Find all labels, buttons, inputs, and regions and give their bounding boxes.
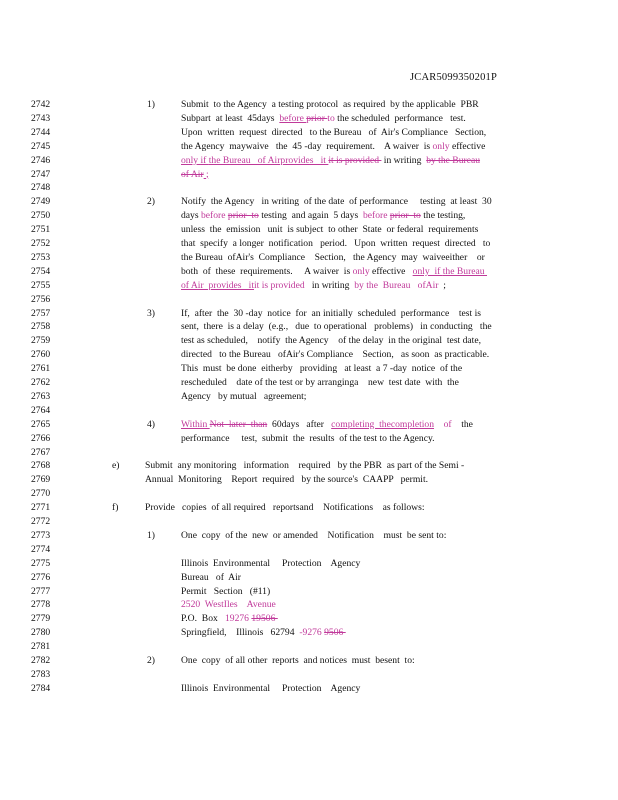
deleted-text: of Air xyxy=(181,168,204,180)
text-run: the scheduled performance test. xyxy=(334,112,466,124)
inserted-text: ; xyxy=(203,168,209,180)
line-text xyxy=(181,168,209,182)
line-number: 2754 xyxy=(31,265,51,277)
deleted-text: prior xyxy=(306,112,328,124)
line-text xyxy=(181,362,462,376)
line-number: 2756 xyxy=(31,293,51,305)
line-text xyxy=(181,348,489,362)
revised-text: only xyxy=(352,265,370,277)
line-text xyxy=(181,251,485,265)
line-text xyxy=(181,376,459,390)
revised-text: it is provided xyxy=(254,279,305,291)
item-marker: 2) xyxy=(147,196,155,208)
line-text xyxy=(181,557,360,571)
document-line xyxy=(0,320,618,334)
deleted-text: prior to xyxy=(389,210,421,222)
deleted-text: it is provided xyxy=(328,154,382,166)
revised-text: of xyxy=(443,418,452,430)
item-marker: e) xyxy=(112,460,120,472)
line-text xyxy=(181,154,480,168)
document-line xyxy=(0,404,618,418)
line-number: 2780 xyxy=(31,627,51,639)
line-text xyxy=(181,140,485,154)
line-number: 2748 xyxy=(31,182,51,194)
document-line xyxy=(0,251,618,265)
text-run: Illinois Environmental Protection Agency xyxy=(181,557,361,569)
revised-text: by the Bureau ofAir xyxy=(354,279,439,291)
line-number: 2744 xyxy=(31,126,51,138)
inserted-text: completing thecompletion xyxy=(331,418,435,430)
text-run xyxy=(434,419,444,430)
line-text xyxy=(181,432,435,446)
revised-text: to xyxy=(327,112,335,124)
line-number: 2757 xyxy=(31,307,51,319)
document-line xyxy=(0,307,618,321)
document-line xyxy=(0,154,618,168)
text-run: P.O. Box xyxy=(181,613,225,625)
text-run: Bureau of Air xyxy=(181,571,241,583)
revised-text: before xyxy=(200,210,228,222)
inserted-text: only xyxy=(181,154,201,166)
text-run: Subpart at least 45days xyxy=(181,112,280,124)
inserted-text: if xyxy=(200,154,209,166)
item-marker: 1) xyxy=(147,529,155,541)
line-number: 2749 xyxy=(31,196,51,208)
inserted-text: the Bureau xyxy=(442,265,487,277)
line-text xyxy=(181,195,492,209)
text-run: Submit to the Agency a testing protocol as required by the applicable PBR xyxy=(181,99,479,110)
text-run: in writing xyxy=(304,279,355,291)
document-line xyxy=(0,585,618,599)
line-text xyxy=(181,682,360,696)
line-number: 2763 xyxy=(31,390,51,402)
line-text xyxy=(181,598,276,612)
inserted-text: of Air provides it xyxy=(181,279,255,291)
document-id-header: JCAR5099350201P xyxy=(410,72,498,83)
text-run: If, after the 30 -day notice for an initially scheduled performance test is xyxy=(181,307,481,319)
text-run: Agency by mutual agreement; xyxy=(181,390,307,402)
document-line xyxy=(0,376,618,390)
line-number: 2774 xyxy=(31,543,51,555)
document-line xyxy=(0,543,618,557)
document-line xyxy=(0,181,618,195)
line-number: 2760 xyxy=(31,349,51,361)
document-line xyxy=(0,501,618,515)
line-text xyxy=(181,390,306,404)
document-line xyxy=(0,140,618,154)
document-line xyxy=(0,668,618,682)
text-run: the Bureau ofAir's Compliance Section, the Agency may waiveeither or xyxy=(181,251,485,263)
item-marker: 2) xyxy=(147,655,155,666)
document-line xyxy=(0,362,618,376)
line-text xyxy=(181,571,241,585)
document-line xyxy=(0,195,618,209)
text-run: that specify a longer notification period. Upon written request directed to xyxy=(181,238,491,249)
document-line xyxy=(0,112,618,126)
line-number: 2776 xyxy=(31,571,51,583)
text-run: directed to the Bureau ofAir's Compliance Section, as soon as practicable. xyxy=(181,349,490,361)
text-run: the Agency maywaive the 45 -day requirement. A waiver is xyxy=(181,140,433,152)
text-run: Upon written request directed to the Bureau of Air's Compliance Section, xyxy=(181,126,487,138)
text-run: Annual Monitoring Report required by the source's CAAPP permit. xyxy=(145,474,429,486)
line-number: 2746 xyxy=(31,154,51,166)
deleted-text: 19506 xyxy=(251,613,278,625)
line-text xyxy=(181,126,486,140)
line-number: 2742 xyxy=(31,99,51,110)
line-text xyxy=(181,209,465,223)
line-text xyxy=(181,279,446,293)
text-run: Springfield, Illinois 62794 xyxy=(181,627,300,639)
line-number: 2752 xyxy=(31,238,51,249)
line-number: 2767 xyxy=(31,446,51,458)
deleted-text: by the Bureau xyxy=(426,154,481,166)
line-number: 2768 xyxy=(31,460,51,472)
item-marker: 1) xyxy=(147,99,155,110)
text-run: This must be done eitherby providing at least a 7 -day notice of the xyxy=(181,363,463,375)
line-number: 2784 xyxy=(31,682,51,694)
document-line xyxy=(0,223,618,237)
line-text xyxy=(181,612,278,626)
text-run: One copy of the new or amended Notification must be sent to: xyxy=(181,529,447,541)
text-run: Notify the Agency in writing of the date of performance testing at least 30 xyxy=(181,196,492,208)
item-marker: f) xyxy=(112,502,119,514)
line-number: 2765 xyxy=(31,418,51,430)
document-line xyxy=(0,334,618,348)
document-line xyxy=(0,126,618,140)
revised-text: before xyxy=(363,210,390,222)
line-number: 2771 xyxy=(31,502,51,514)
document-line xyxy=(0,682,618,696)
line-text xyxy=(181,585,270,599)
deleted-text: prior to xyxy=(227,210,259,222)
line-number: 2770 xyxy=(31,488,51,500)
document-line xyxy=(0,529,618,543)
text-run: Illinois Environmental Protection Agency xyxy=(181,682,361,694)
text-run: rescheduled date of the test or by arranginga new test date with the xyxy=(181,377,459,388)
text-run: 60days after xyxy=(267,418,332,430)
text-run: in writing xyxy=(381,154,427,166)
text-run: Permit Section (#11) xyxy=(181,585,271,597)
line-text xyxy=(181,98,479,112)
text-run: sent, there is a delay (e.g., due to operational problems) in conducting the xyxy=(181,321,492,333)
line-number: 2773 xyxy=(31,529,51,541)
line-number: 2753 xyxy=(31,251,51,263)
line-number: 2761 xyxy=(31,363,51,375)
text-run: Provide copies of all required reportsand Notifications as follows: xyxy=(145,502,425,514)
line-number: 2781 xyxy=(31,641,51,653)
text-run: One copy of all other reports and notices must besent to: xyxy=(181,655,415,666)
inserted-text: the Bureau of Airprovides it xyxy=(208,154,329,166)
text-run: ; xyxy=(438,279,446,291)
line-text xyxy=(181,112,466,126)
document-line xyxy=(0,446,618,460)
inserted-text: only if xyxy=(412,265,443,277)
text-run: effective xyxy=(369,265,413,277)
document-line xyxy=(0,654,618,668)
line-number: 2766 xyxy=(31,432,51,444)
revised-text: 2520 WestIles Avenue xyxy=(181,599,276,611)
document-line xyxy=(0,265,618,279)
line-number: 2782 xyxy=(31,655,51,666)
text-run: test as scheduled, notify the Agency of the delay in the original test date, xyxy=(181,335,481,347)
item-marker: 3) xyxy=(147,307,155,319)
line-text xyxy=(181,334,481,348)
inserted-text: Within xyxy=(181,418,210,430)
document-line xyxy=(0,432,618,446)
line-text xyxy=(181,529,446,543)
revised-text: 19276 xyxy=(224,613,252,625)
line-text xyxy=(145,501,425,515)
line-text xyxy=(181,307,481,321)
document-line xyxy=(0,390,618,404)
document-line xyxy=(0,612,618,626)
document-line xyxy=(0,640,618,654)
revised-text: only xyxy=(432,140,450,152)
line-text xyxy=(145,459,464,473)
line-number: 2779 xyxy=(31,613,51,625)
deleted-text: 9506 xyxy=(324,627,346,639)
line-number: 2778 xyxy=(31,599,51,611)
line-number: 2750 xyxy=(31,210,51,222)
document-line xyxy=(0,209,618,223)
document-line xyxy=(0,487,618,501)
line-number: 2783 xyxy=(31,668,51,680)
line-number: 2775 xyxy=(31,557,51,569)
inserted-text: before xyxy=(279,112,307,124)
document-line xyxy=(0,557,618,571)
text-run: both of these requirements. A waiver is xyxy=(181,265,353,277)
line-number: 2747 xyxy=(31,168,51,180)
line-number: 2777 xyxy=(31,585,51,597)
line-number: 2743 xyxy=(31,112,51,124)
line-text xyxy=(181,237,490,251)
line-text xyxy=(145,473,428,487)
document-line xyxy=(0,459,618,473)
line-number: 2755 xyxy=(31,279,51,291)
line-text xyxy=(181,265,487,279)
document-line xyxy=(0,237,618,251)
line-number: 2764 xyxy=(31,404,51,416)
line-number: 2751 xyxy=(31,224,51,236)
line-number: 2758 xyxy=(31,321,51,333)
document-line xyxy=(0,473,618,487)
line-number: 2759 xyxy=(31,335,51,347)
document-line xyxy=(0,168,618,182)
text-run: effective xyxy=(449,140,486,152)
text-run: testing and again 5 days xyxy=(258,210,363,222)
deleted-text: Not later than xyxy=(209,418,268,430)
document-line xyxy=(0,571,618,585)
document-line xyxy=(0,418,618,432)
text-run: Submit any monitoring information required by the PBR as part of the Semi - xyxy=(145,460,465,472)
text-run: the xyxy=(451,418,473,430)
line-text xyxy=(181,320,492,334)
text-run: days xyxy=(181,210,201,222)
line-text xyxy=(181,223,478,237)
document-line xyxy=(0,515,618,529)
line-text xyxy=(181,626,346,640)
line-number: 2769 xyxy=(31,474,51,486)
text-run: performance test, submit the results of the test to the Agency. xyxy=(181,432,435,444)
line-number: 2772 xyxy=(31,516,51,527)
document-line xyxy=(0,98,618,112)
line-text xyxy=(181,418,473,432)
document-line xyxy=(0,293,618,307)
item-marker: 4) xyxy=(147,418,155,430)
document-line xyxy=(0,626,618,640)
document-line xyxy=(0,598,618,612)
line-number: 2762 xyxy=(31,377,51,388)
document-line xyxy=(0,279,618,293)
text-run: the testing, xyxy=(420,210,466,222)
line-number: 2745 xyxy=(31,140,51,152)
line-text xyxy=(181,654,415,668)
document-line xyxy=(0,348,618,362)
text-run: unless the emission unit is subject to other State or federal requirements xyxy=(181,224,479,236)
revised-text: -9276 xyxy=(299,627,325,639)
